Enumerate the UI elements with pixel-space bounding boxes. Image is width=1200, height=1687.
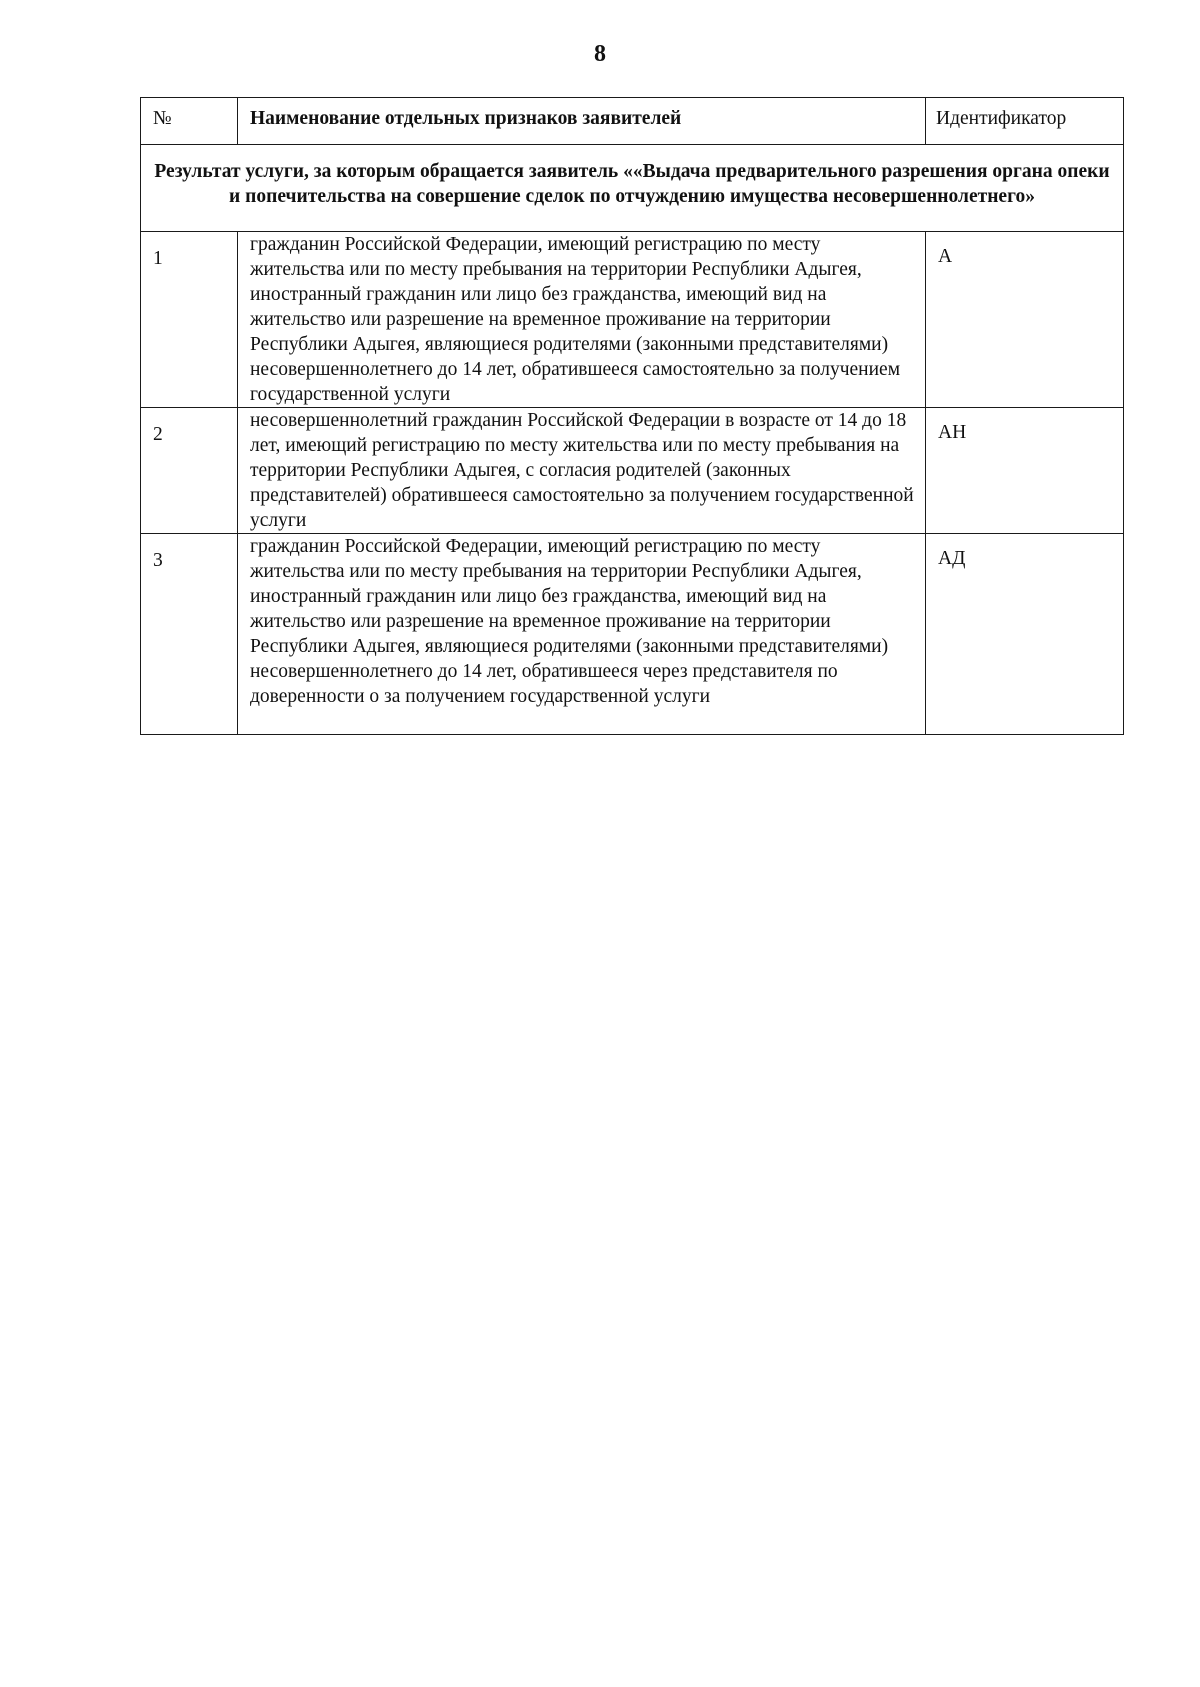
header-name: Наименование отдельных признаков заявителей (238, 98, 926, 145)
table-row (141, 534, 1124, 735)
row-number: 3 (141, 534, 238, 735)
page-number: 8 (594, 41, 606, 67)
table-row (141, 232, 1124, 408)
header-identifier: Идентификатор (926, 98, 1124, 145)
row-identifier: АД (926, 534, 1124, 735)
row-number: 2 (141, 408, 238, 534)
row-description: гражданин Российской Федерации, имеющий регистрацию по месту жительства или по месту пребывания на территории Республики Адыгея, иностранный гражданин или лицо без гражданства, имеющий вид на жительство или разрешение на временное проживание на территории Республики Адыгея, являющиеся родителями (законными представителями) несовершеннолетнего до 14 лет, обратившееся самостоятельно за получением государственной услуги (238, 232, 926, 408)
row-identifier: АН (926, 408, 1124, 534)
result-title: Результат услуги, за которым обращается заявитель ««Выдача предварительного разрешения органа опеки и попечительства на совершение сделок по отчуждению имущества несовершеннолетнего» (141, 145, 1124, 232)
row-identifier: А (926, 232, 1124, 408)
row-number: 1 (141, 232, 238, 408)
header-number: № (141, 98, 238, 145)
applicant-features-table (140, 97, 1124, 735)
table-header-row (141, 98, 1124, 145)
row-description: гражданин Российской Федерации, имеющий регистрацию по месту жительства или по месту пребывания на территории Республики Адыгея, иностранный гражданин или лицо без гражданства, имеющий вид на жительство или разрешение на временное проживание на территории Республики Адыгея, являющиеся родителями (законными представителями) несовершеннолетнего до 14 лет, обратившееся через представителя по доверенности о за получением государственной услуги (238, 534, 926, 735)
row-description: несовершеннолетний гражданин Российской Федерации в возрасте от 14 до 18 лет, имеющий регистрацию по месту жительства или по месту пребывания на территории Республики Адыгея, с согласия родителей (законных представителей) обратившееся самостоятельно за получением государственной услуги (238, 408, 926, 534)
result-row (141, 145, 1124, 232)
table-row (141, 408, 1124, 534)
